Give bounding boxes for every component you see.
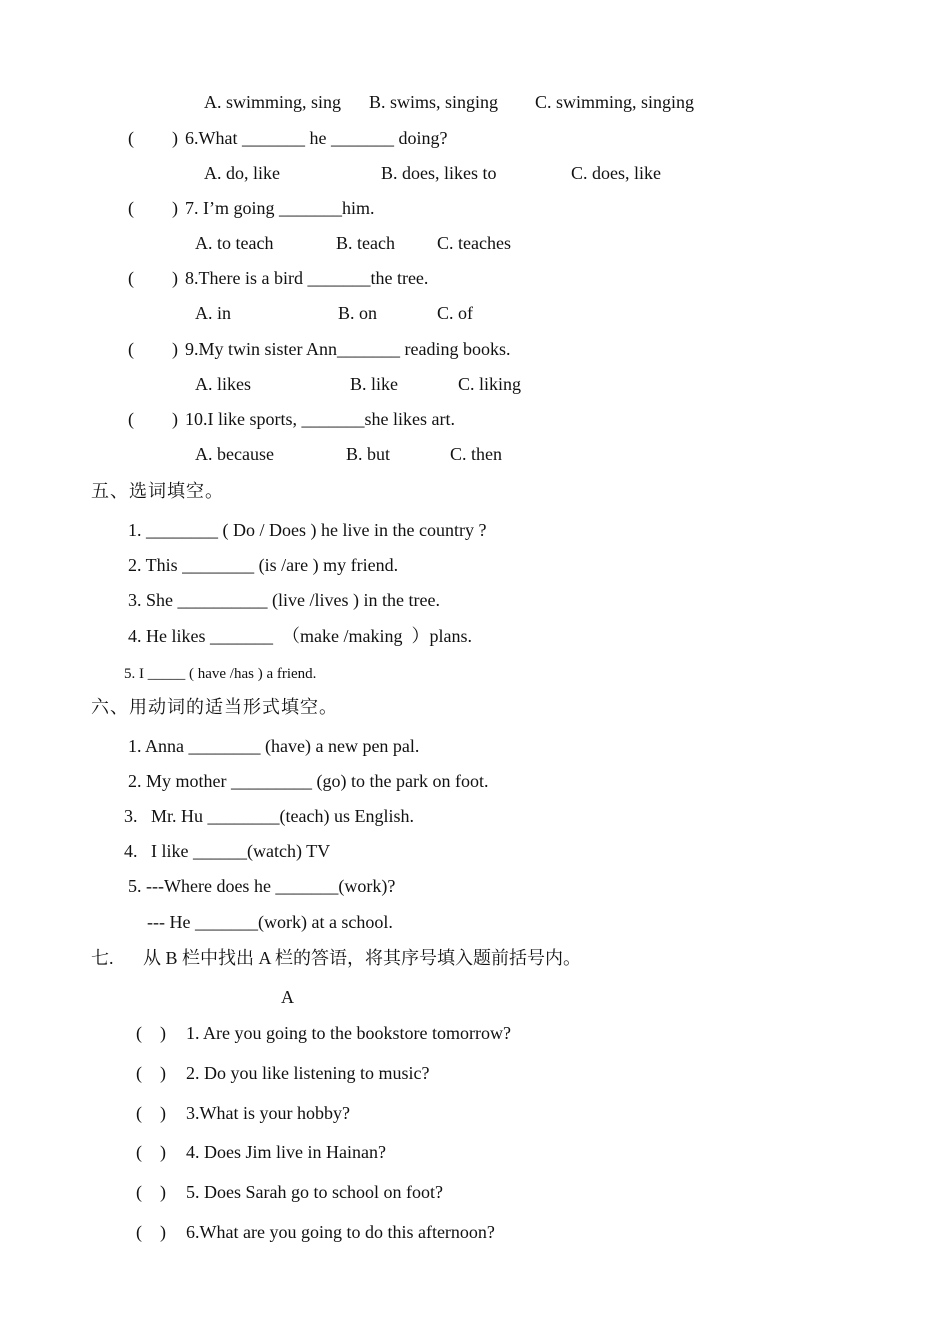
section7-item-5: 5. Does Sarah go to school on foot? (186, 1182, 443, 1202)
q10-option-a: A. because (195, 444, 274, 464)
q7-option-a: A. to teach (195, 233, 274, 253)
section6-item-4: 4. I like ______(watch) TV (124, 841, 331, 861)
section7-answer-paren-5: ( ) (136, 1182, 166, 1202)
section6-title: 六、用动词的适当形式填空。 (91, 697, 338, 717)
q8-option-b: B. on (338, 303, 378, 323)
q5-option-c: C. swimming, singing (535, 92, 695, 112)
q8-answer-open-paren: ( (128, 268, 134, 288)
section7-item-3: 3.What is your hobby? (186, 1103, 350, 1123)
q10-answer-close-paren: ) (172, 409, 178, 429)
q8-stem: 8.There is a bird _______the tree. (185, 268, 429, 288)
q5-option-b: B. swims, singing (369, 92, 499, 112)
q6-option-a: A. do, like (204, 163, 280, 183)
section7-item-1: 1. Are you going to the bookstore tomorrow? (186, 1023, 511, 1043)
q7-answer-open-paren: ( (128, 198, 134, 218)
q9-option-a: A. likes (195, 374, 251, 394)
q6-option-c: C. does, like (571, 163, 661, 183)
section7-answer-paren-4: ( ) (136, 1142, 166, 1162)
section5-item-3: 3. She __________ (live /lives ) in the tree. (128, 590, 440, 610)
q10-option-b: B. but (346, 444, 391, 464)
q6-answer-open-paren: ( (128, 128, 134, 148)
section7-item-4: 4. Does Jim live in Hainan? (186, 1142, 386, 1162)
section7-item-2: 2. Do you like listening to music? (186, 1063, 430, 1083)
section7-answer-paren-3: ( ) (136, 1103, 166, 1123)
q7-option-b: B. teach (336, 233, 395, 253)
q9-option-c: C. liking (458, 374, 522, 394)
section7-number: 七. (91, 948, 114, 968)
section6-item-5-reply: --- He _______(work) at a school. (147, 912, 393, 932)
q6-option-b: B. does, likes to (381, 163, 497, 183)
column-a-heading: A (281, 987, 294, 1007)
section5-item-2: 2. This ________ (is /are ) my friend. (128, 555, 399, 575)
q8-option-c: C. of (437, 303, 473, 323)
q7-stem: 7. I’m going _______him. (185, 198, 375, 218)
q10-stem: 10.I like sports, _______she likes art. (185, 409, 455, 429)
q6-answer-close-paren: ) (172, 128, 178, 148)
section6-item-1: 1. Anna ________ (have) a new pen pal. (128, 736, 420, 756)
q6-stem: 6.What _______ he _______ doing? (185, 128, 448, 148)
q7-option-c: C. teaches (437, 233, 511, 253)
section5-item-4: 4. He likes _______ （make /making ）plans. (128, 626, 472, 646)
q9-answer-close-paren: ) (172, 339, 178, 359)
q9-stem: 9.My twin sister Ann_______ reading books. (185, 339, 511, 359)
q9-option-b: B. like (350, 374, 398, 394)
section5-item-5: 5. I _____ ( have /has ) a friend. (124, 666, 317, 682)
section5-title: 五、选词填空。 (91, 481, 224, 501)
section6-item-3: 3. Mr. Hu ________(teach) us English. (124, 806, 414, 826)
q10-option-c: C. then (450, 444, 502, 464)
section7-item-6: 6.What are you going to do this afternoon? (186, 1222, 495, 1242)
q5-option-a: A. swimming, sing (204, 92, 342, 112)
section7-answer-paren-1: ( ) (136, 1023, 166, 1043)
q8-option-a: A. in (195, 303, 231, 323)
section5-item-1: 1. ________ ( Do / Does ) he live in the country ? (128, 520, 487, 540)
section7-answer-paren-2: ( ) (136, 1063, 166, 1083)
q10-answer-open-paren: ( (128, 409, 134, 429)
section6-item-5: 5. ---Where does he _______(work)? (128, 876, 396, 896)
q7-answer-close-paren: ) (172, 198, 178, 218)
q8-answer-close-paren: ) (172, 268, 178, 288)
section7-title: 从 B 栏中找出 A 栏的答语，将其序号填入题前括号内。 (143, 948, 582, 968)
section6-item-2: 2. My mother _________ (go) to the park on foot. (128, 771, 489, 791)
section7-answer-paren-6: ( ) (136, 1222, 166, 1242)
q9-answer-open-paren: ( (128, 339, 134, 359)
